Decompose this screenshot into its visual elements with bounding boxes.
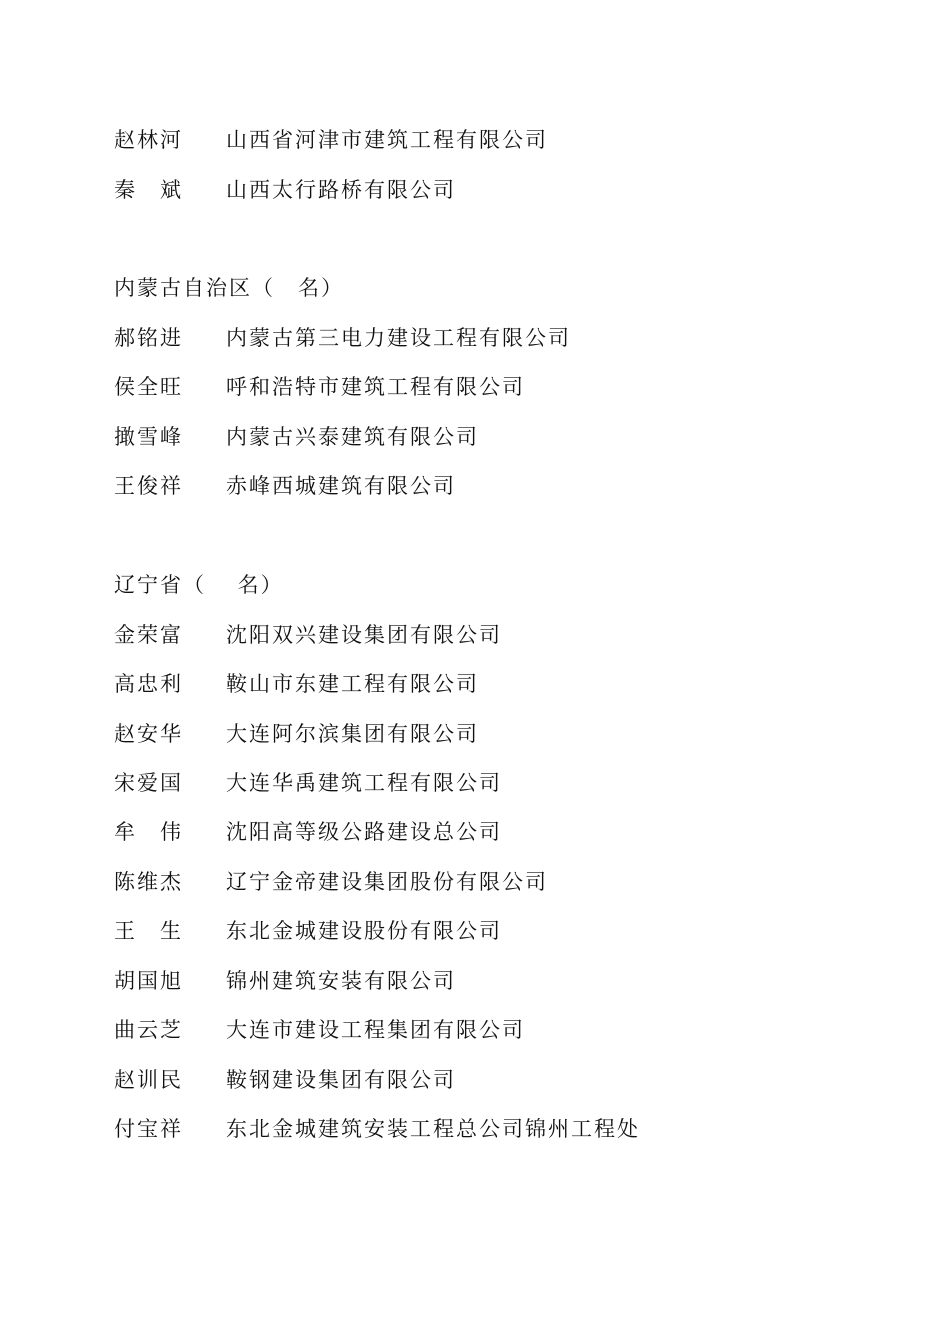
company-name: 内蒙古第三电力建设工程有限公司 [226,326,571,350]
person-name: 胡国旭 [114,969,183,993]
company-name: 辽宁金帝建设集团股份有限公司 [226,870,548,894]
section-heading: 内蒙古自治区（ 名） [114,276,344,300]
company-name: 大连阿尔滨集团有限公司 [226,722,479,746]
company-name: 东北金城建筑安装工程总公司锦州工程处 [226,1117,640,1141]
person-name: 陈维杰 [114,870,183,894]
company-name: 鞍钢建设集团有限公司 [226,1068,456,1092]
company-name: 沈阳双兴建设集团有限公司 [226,623,502,647]
person-name: 赵训民 [114,1068,183,1092]
company-name: 山西太行路桥有限公司 [226,178,456,202]
section-heading: 辽宁省（ 名） [114,573,284,597]
company-name: 东北金城建设股份有限公司 [226,919,502,943]
person-name: 侯全旺 [114,375,183,399]
company-name: 鞍山市东建工程有限公司 [226,672,479,696]
person-name: 郝铭进 [114,326,183,350]
company-name: 赤峰西城建筑有限公司 [226,474,456,498]
person-name: 宋爱国 [114,771,183,795]
company-name: 内蒙古兴泰建筑有限公司 [226,425,479,449]
person-name: 王俊祥 [114,474,183,498]
person-name: 赵林河 [114,128,183,152]
company-name: 大连华禹建筑工程有限公司 [226,771,502,795]
person-name: 牟 伟 [114,820,183,844]
person-name: 秦 斌 [114,178,183,202]
company-name: 锦州建筑安装有限公司 [226,969,456,993]
person-name: 撖雪峰 [114,425,183,449]
person-name: 曲云芝 [114,1018,183,1042]
company-name: 山西省河津市建筑工程有限公司 [226,128,548,152]
person-name: 金荣富 [114,623,183,647]
person-name: 王 生 [114,919,183,943]
company-name: 呼和浩特市建筑工程有限公司 [226,375,525,399]
company-name: 沈阳高等级公路建设总公司 [226,820,502,844]
company-name: 大连市建设工程集团有限公司 [226,1018,525,1042]
person-name: 赵安华 [114,722,183,746]
person-name: 付宝祥 [114,1117,183,1141]
person-name: 高忠利 [114,672,183,696]
